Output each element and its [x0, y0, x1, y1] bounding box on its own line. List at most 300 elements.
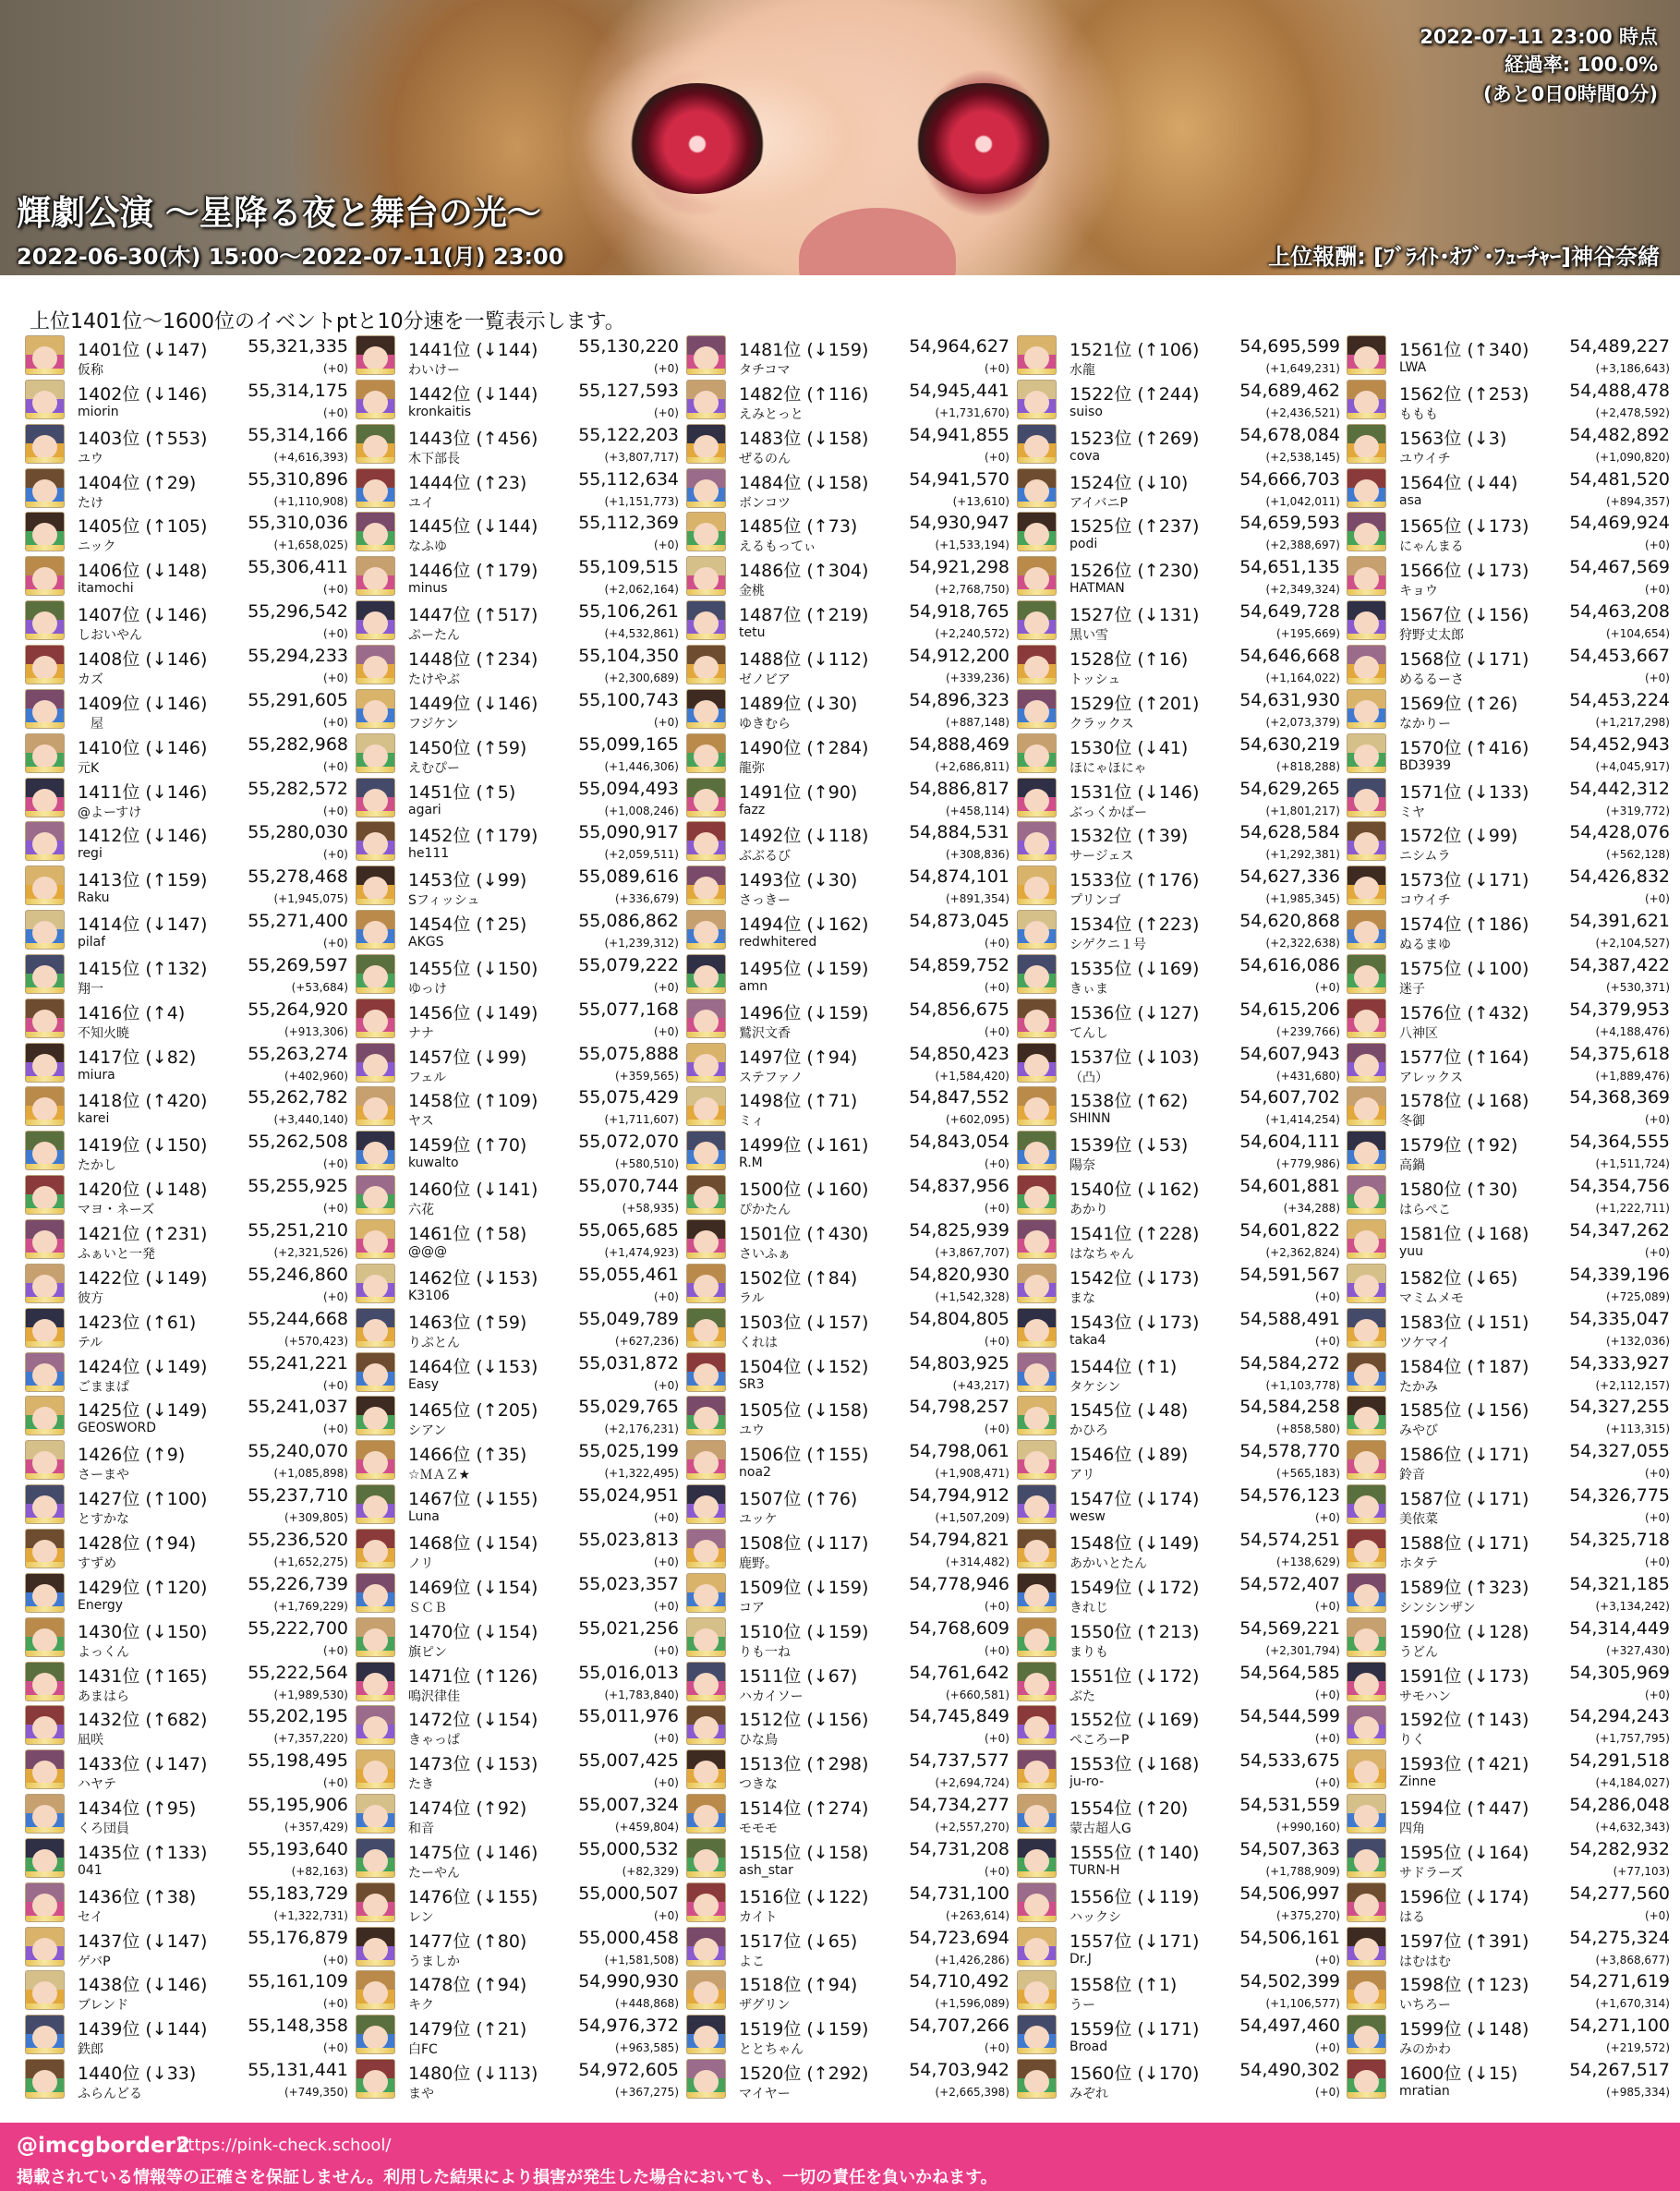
- player-name: miura: [78, 1068, 115, 1083]
- avatar: [25, 2015, 65, 2054]
- rank-label: 1580位 (↑30): [1399, 1180, 1518, 1200]
- event-points: 55,131,441: [248, 2060, 348, 2080]
- ranking-entry: [1347, 1572, 1670, 1616]
- event-points: 54,502,399: [1239, 1971, 1340, 1991]
- rank-label: 1441位 (↓144): [408, 340, 538, 360]
- event-points: 54,666,703: [1239, 469, 1340, 490]
- ranking-entry: [356, 1218, 679, 1263]
- rank-label: 1542位 (↓173): [1070, 1268, 1200, 1289]
- ranking-entry: [356, 820, 679, 865]
- ranking-entry: [356, 953, 679, 998]
- ten-minute-speed: (+1,446,306): [604, 760, 679, 773]
- avatar: [1017, 1043, 1057, 1083]
- rank-label: 1591位 (↓173): [1399, 1666, 1529, 1687]
- disclaimer: 掲載されている情報等の正確さを保証しません。利用した結果により損害が発生した場合においても、一切の責任を負いかねます。: [17, 2168, 997, 2187]
- player-name: わいけー: [408, 363, 460, 378]
- rank-label: 1463位 (↑59): [408, 1313, 527, 1333]
- player-name: たけ: [78, 496, 103, 511]
- ranking-entry: [356, 1483, 679, 1528]
- ten-minute-speed: (+0): [984, 1644, 1009, 1657]
- ranking-entry: [356, 1263, 679, 1307]
- rank-label: 1509位 (↓159): [739, 1578, 869, 1598]
- ten-minute-speed: (+82,163): [291, 1865, 348, 1878]
- ten-minute-speed: (+1,783,840): [604, 1689, 679, 1701]
- ten-minute-speed: (+4,532,861): [604, 627, 679, 640]
- ranking-entry: [686, 1085, 1009, 1130]
- avatar: [356, 689, 395, 729]
- player-name: Broad: [1070, 2040, 1108, 2054]
- ranking-entry: [1017, 555, 1340, 599]
- rank-label: 1502位 (↑84): [739, 1268, 858, 1289]
- player-name: さーまや: [78, 1468, 129, 1483]
- ten-minute-speed: (+0): [653, 981, 679, 994]
- event-points: 55,306,411: [248, 557, 348, 577]
- avatar: [1017, 1749, 1057, 1789]
- rank-label: 1552位 (↓169): [1070, 1710, 1200, 1730]
- avatar: [356, 556, 395, 596]
- rank-label: 1401位 (↓147): [78, 340, 208, 360]
- rank-label: 1585位 (↓156): [1399, 1400, 1529, 1421]
- player-name: えみとっと: [739, 407, 804, 422]
- rank-label: 1540位 (↓162): [1070, 1180, 1200, 1200]
- rank-label: 1586位 (↓171): [1399, 1445, 1529, 1465]
- player-name: ととちゃん: [739, 2042, 804, 2057]
- player-name: @@@: [408, 1244, 447, 1259]
- ten-minute-speed: (+0): [322, 848, 348, 861]
- ten-minute-speed: (+1,322,495): [604, 1467, 679, 1480]
- ten-minute-speed: (+570,423): [284, 1335, 348, 1348]
- event-points: 54,428,076: [1569, 822, 1670, 842]
- rank-label: 1511位 (↓67): [739, 1666, 858, 1687]
- ranking-entry: [25, 1307, 348, 1351]
- rank-label: 1419位 (↓150): [78, 1135, 208, 1156]
- ranking-entry: [25, 1218, 348, 1263]
- player-name: とすかな: [78, 1512, 129, 1527]
- ranking-entry: [25, 1528, 348, 1572]
- event-points: 54,964,627: [909, 336, 1009, 357]
- avatar: [1347, 689, 1386, 729]
- rank-label: 1428位 (↑94): [78, 1533, 197, 1554]
- ten-minute-speed: (+0): [653, 362, 679, 375]
- rank-label: 1550位 (↑213): [1070, 1622, 1200, 1642]
- event-points: 55,024,951: [578, 1485, 679, 1506]
- player-name: ほにゃほにゃ: [1070, 761, 1147, 776]
- event-points: 54,601,881: [1239, 1176, 1340, 1196]
- ten-minute-speed: (+0): [653, 1776, 679, 1789]
- rank-label: 1443位 (↑456): [408, 429, 538, 449]
- rank-label: 1520位 (↑292): [739, 2064, 869, 2084]
- rank-label: 1466位 (↑35): [408, 1445, 527, 1465]
- avatar: [25, 600, 65, 640]
- rank-label: 1588位 (↓171): [1399, 1533, 1529, 1554]
- ten-minute-speed: (+0): [322, 760, 348, 773]
- player-name: SHINN: [1070, 1111, 1111, 1126]
- ranking-entry: [1347, 865, 1670, 909]
- player-name: he111: [408, 846, 450, 861]
- avatar: [356, 778, 395, 817]
- event-points: 54,731,100: [909, 1883, 1009, 1904]
- ranking-entry: [1347, 732, 1670, 777]
- avatar: [356, 424, 395, 464]
- ranking-entry: [686, 777, 1009, 821]
- rank-label: 1558位 (↑1): [1070, 1975, 1178, 1995]
- ten-minute-speed: (+1,596,089): [935, 1997, 1009, 2010]
- player-name: きれじ: [1070, 1601, 1108, 1616]
- event-points: 55,222,564: [248, 1663, 348, 1683]
- player-name: 冬御: [1399, 1114, 1425, 1129]
- player-name: きゃっぱ: [408, 1733, 460, 1748]
- avatar: [686, 910, 726, 950]
- event-points: 55,246,860: [248, 1265, 348, 1285]
- player-name: アイバニP: [1070, 496, 1128, 511]
- rank-label: 1593位 (↑421): [1399, 1754, 1529, 1774]
- rank-label: 1599位 (↓148): [1399, 2019, 1529, 2040]
- event-points: 55,244,668: [248, 1309, 348, 1329]
- player-name: 狩野丈太郎: [1399, 628, 1464, 643]
- ranking-column: [356, 334, 679, 2101]
- footer: [0, 2123, 1680, 2191]
- rank-label: 1529位 (↑201): [1070, 694, 1200, 714]
- event-points: 54,941,570: [909, 469, 1009, 490]
- event-points: 54,896,323: [909, 690, 1009, 710]
- ranking-entry: [25, 1042, 348, 1086]
- player-name: ニック: [78, 539, 116, 554]
- rank-label: 1600位 (↓15): [1399, 2064, 1518, 2084]
- avatar: [356, 954, 395, 994]
- ranking-entry: [25, 1351, 348, 1396]
- event-points: 55,269,597: [248, 955, 348, 975]
- event-points: 55,314,166: [248, 425, 348, 445]
- player-name: 鉄郎: [78, 2042, 103, 2057]
- avatar: [1347, 999, 1386, 1038]
- event-points: 54,574,251: [1239, 1530, 1340, 1550]
- avatar: [686, 2015, 726, 2054]
- player-name: ハックシ: [1070, 1910, 1121, 1925]
- avatar: [686, 821, 726, 861]
- player-name: フェル: [408, 1071, 447, 1085]
- avatar: [1017, 1927, 1057, 1967]
- ranking-entry: [356, 644, 679, 688]
- ranking-entry: [25, 1395, 348, 1439]
- avatar: [25, 689, 65, 729]
- event-banner: [0, 0, 1680, 275]
- avatar: [356, 1573, 395, 1613]
- avatar: [356, 1662, 395, 1701]
- ranking-entry: [356, 423, 679, 467]
- event-points: 55,161,109: [248, 1971, 348, 1991]
- avatar: [25, 866, 65, 905]
- ranking-entry: [1017, 511, 1340, 555]
- event-points: 54,347,262: [1569, 1220, 1670, 1241]
- ranking-entry: [1017, 909, 1340, 953]
- ranking-entry: [686, 1793, 1009, 1837]
- ranking-grid: [25, 334, 1670, 2101]
- ranking-entry: [1347, 1263, 1670, 1307]
- avatar: [686, 999, 726, 1038]
- ranking-entry: [356, 1882, 679, 1926]
- ten-minute-speed: (+132,036): [1605, 1335, 1670, 1348]
- ten-minute-speed: (+749,350): [284, 2086, 348, 2099]
- rank-label: 1407位 (↓146): [78, 605, 208, 625]
- avatar: [25, 556, 65, 596]
- event-points: 54,731,208: [909, 1839, 1009, 1859]
- event-points: 54,267,517: [1569, 2060, 1670, 2080]
- rank-label: 1521位 (↑106): [1070, 340, 1200, 360]
- avatar: [356, 1396, 395, 1435]
- event-points: 54,737,577: [909, 1750, 1009, 1771]
- player-name: しおいやん: [78, 628, 142, 643]
- rank-label: 1565位 (↓173): [1399, 516, 1529, 537]
- ranking-entry: [1347, 1483, 1670, 1528]
- twitter-handle[interactable]: @imcgborder2: [17, 2134, 190, 2158]
- event-points: 55,198,495: [248, 1750, 348, 1771]
- event-points: 54,564,585: [1239, 1663, 1340, 1683]
- rank-label: 1519位 (↓159): [739, 2019, 869, 2040]
- rank-label: 1479位 (↑21): [408, 2019, 527, 2040]
- ranking-entry: [686, 334, 1009, 379]
- ten-minute-speed: (+602,095): [945, 1113, 1009, 1126]
- rank-label: 1544位 (↑1): [1070, 1357, 1178, 1377]
- ten-minute-speed: (+0): [322, 716, 348, 729]
- avatar: [25, 1970, 65, 2010]
- ten-minute-speed: (+0): [1314, 1335, 1340, 1348]
- rank-label: 1408位 (↓146): [78, 649, 208, 670]
- avatar: [1347, 1794, 1386, 1834]
- player-name: はる: [1399, 1910, 1425, 1925]
- event-points: 54,604,111: [1239, 1132, 1340, 1152]
- rank-label: 1422位 (↓149): [78, 1268, 208, 1289]
- rank-label: 1447位 (↑517): [408, 605, 538, 625]
- ten-minute-speed: (+1,652,275): [273, 1555, 348, 1568]
- ten-minute-speed: (+0): [984, 981, 1009, 994]
- ranking-entry: [25, 1837, 348, 1882]
- player-name: うましか: [408, 1955, 460, 1969]
- ranking-entry: [356, 599, 679, 644]
- time-remaining: (あと0日0時間0分): [1482, 83, 1658, 105]
- ten-minute-speed: (+0): [1644, 1246, 1670, 1259]
- player-name: ぶっくかばー: [1070, 805, 1147, 820]
- avatar: [356, 2059, 395, 2099]
- event-points: 55,109,515: [578, 557, 679, 577]
- ranking-entry: [1017, 467, 1340, 512]
- avatar: [25, 1794, 65, 1834]
- ranking-entry: [1017, 1263, 1340, 1307]
- ten-minute-speed: (+0): [322, 362, 348, 375]
- event-points: 54,689,462: [1239, 381, 1340, 401]
- ranking-entry: [356, 1307, 679, 1351]
- avatar: [1017, 1662, 1057, 1701]
- avatar: [1347, 1970, 1386, 2010]
- rank-label: 1571位 (↓133): [1399, 782, 1529, 803]
- ten-minute-speed: (+1,670,314): [1595, 1997, 1670, 2010]
- ten-minute-speed: (+1,426,286): [935, 1954, 1009, 1967]
- event-points: 55,282,968: [248, 734, 348, 755]
- rank-label: 1559位 (↓171): [1070, 2019, 1200, 2040]
- player-name: ゆっけ: [408, 982, 447, 997]
- event-points: 55,021,256: [578, 1618, 679, 1639]
- ten-minute-speed: (+1,239,312): [604, 937, 679, 950]
- player-name: Dr.J: [1070, 1952, 1092, 1967]
- avatar: [356, 910, 395, 950]
- ten-minute-speed: (+431,680): [1275, 1070, 1340, 1083]
- ten-minute-speed: (+2,112,157): [1595, 1379, 1670, 1392]
- rank-label: 1554位 (↑20): [1070, 1798, 1189, 1819]
- ranking-entry: [686, 2058, 1009, 2102]
- rank-label: 1541位 (↑228): [1070, 1224, 1200, 1244]
- avatar: [686, 2059, 726, 2099]
- rank-label: 1456位 (↓149): [408, 1003, 538, 1023]
- ten-minute-speed: (+0): [322, 1290, 348, 1303]
- ten-minute-speed: (+0): [984, 1157, 1009, 1170]
- avatar: [1017, 1086, 1057, 1126]
- player-name: ☆ＭＡＺ★: [408, 1468, 471, 1483]
- rank-label: 1575位 (↓100): [1399, 959, 1529, 979]
- event-points: 54,453,224: [1569, 690, 1670, 710]
- avatar: [1347, 380, 1386, 419]
- event-points: 54,335,047: [1569, 1309, 1670, 1329]
- ten-minute-speed: (+357,429): [284, 1821, 348, 1834]
- ranking-entry: [1017, 644, 1340, 688]
- ranking-entry: [25, 1704, 348, 1749]
- ranking-entry: [356, 379, 679, 423]
- player-name: きぃま: [1070, 982, 1108, 997]
- avatar: [1017, 645, 1057, 684]
- ranking-entry: [1347, 1395, 1670, 1439]
- ranking-entry: [25, 1263, 348, 1307]
- event-points: 54,990,930: [578, 1971, 679, 1991]
- player-name: つきな: [739, 1777, 778, 1792]
- ranking-entry: [1347, 1528, 1670, 1572]
- avatar: [1347, 1882, 1386, 1922]
- rank-label: 1481位 (↓159): [739, 340, 869, 360]
- player-name: ユウ: [78, 452, 103, 466]
- event-points: 54,291,518: [1569, 1750, 1670, 1771]
- ranking-entry: [1347, 1351, 1670, 1396]
- ten-minute-speed: (+336,679): [614, 892, 679, 905]
- rank-label: 1547位 (↓174): [1070, 1489, 1200, 1509]
- player-name: fazz: [739, 803, 766, 817]
- player-name: tetu: [739, 625, 766, 640]
- ten-minute-speed: (+195,669): [1275, 627, 1340, 640]
- ranking-entry: [1017, 998, 1340, 1042]
- ranking-entry: [25, 1969, 348, 2014]
- rank-label: 1446位 (↑179): [408, 561, 538, 581]
- event-points: 54,507,363: [1239, 1839, 1340, 1859]
- rank-label: 1430位 (↓150): [78, 1622, 208, 1642]
- ranking-entry: [1017, 688, 1340, 732]
- player-name: ザグリン: [739, 1998, 791, 2013]
- event-points: 54,620,868: [1239, 911, 1340, 931]
- rank-label: 1449位 (↓146): [408, 694, 538, 714]
- ten-minute-speed: (+0): [653, 1025, 679, 1038]
- event-points: 55,007,425: [578, 1750, 679, 1771]
- player-name: よこ: [739, 1955, 765, 1969]
- ten-minute-speed: (+4,045,917): [1595, 760, 1670, 773]
- player-name: いちろー: [1399, 1998, 1451, 2013]
- ten-minute-speed: (+0): [322, 406, 348, 419]
- ranking-entry: [1347, 334, 1670, 379]
- ranking-entry: [356, 1837, 679, 1882]
- rank-label: 1510位 (↓159): [739, 1622, 869, 1642]
- player-name: ユウイチ: [1399, 452, 1451, 466]
- ten-minute-speed: (+367,275): [614, 2086, 679, 2099]
- event-points: 54,631,930: [1239, 690, 1340, 710]
- ten-minute-speed: (+2,176,231): [604, 1422, 679, 1435]
- ranking-entry: [1347, 599, 1670, 644]
- event-points: 54,286,048: [1569, 1795, 1670, 1815]
- player-name: 屋: [78, 717, 103, 732]
- ranking-entry: [25, 1749, 348, 1793]
- player-name: キョウ: [1399, 584, 1438, 599]
- event-points: 54,354,756: [1569, 1176, 1670, 1196]
- event-points: 54,918,765: [909, 601, 1009, 622]
- ranking-entry: [1017, 1704, 1340, 1749]
- event-points: 55,176,879: [248, 1928, 348, 1948]
- player-name: 水龍: [1070, 363, 1095, 378]
- event-points: 54,873,045: [909, 911, 1009, 931]
- event-points: 55,077,168: [578, 999, 679, 1020]
- ranking-entry: [686, 998, 1009, 1042]
- ranking-entry: [1017, 732, 1340, 777]
- player-name: 和音: [408, 1822, 434, 1836]
- rank-label: 1525位 (↑237): [1070, 516, 1200, 537]
- ranking-entry: [686, 423, 1009, 467]
- ranking-entry: [356, 1572, 679, 1616]
- ten-minute-speed: (+1,658,025): [273, 539, 348, 551]
- avatar: [1347, 954, 1386, 994]
- ranking-entry: [1017, 1307, 1340, 1351]
- event-points: 54,695,599: [1239, 336, 1340, 357]
- player-name: ユウ: [739, 1423, 765, 1438]
- ranking-entry: [1017, 1174, 1340, 1218]
- ranking-entry: [25, 1572, 348, 1616]
- ranking-entry: [25, 2058, 348, 2102]
- event-title: 輝劇公演 ～星降る夜と舞台の光～: [17, 193, 541, 233]
- ten-minute-speed: (+58,935): [622, 1202, 679, 1215]
- avatar: [1017, 733, 1057, 773]
- ten-minute-speed: (+1,008,246): [604, 805, 679, 817]
- ranking-entry: [356, 2014, 679, 2058]
- avatar: [356, 1175, 395, 1215]
- event-points: 54,544,599: [1239, 1706, 1340, 1726]
- site-link[interactable]: https://pink-check.school/: [177, 2136, 392, 2155]
- event-points: 54,607,943: [1239, 1044, 1340, 1064]
- ranking-entry: [356, 1661, 679, 1705]
- event-points: 54,482,892: [1569, 425, 1670, 445]
- ten-minute-speed: (+2,059,511): [604, 848, 679, 861]
- ten-minute-speed: (+0): [1644, 539, 1670, 551]
- ten-minute-speed: (+0): [653, 1290, 679, 1303]
- event-points: 55,271,400: [248, 911, 348, 931]
- player-name: ノリ: [408, 1556, 434, 1571]
- avatar: [686, 1131, 726, 1170]
- rank-label: 1543位 (↓173): [1070, 1313, 1200, 1333]
- ten-minute-speed: (+0): [322, 627, 348, 640]
- avatar: [1017, 600, 1057, 640]
- ten-minute-speed: (+660,581): [945, 1689, 1009, 1701]
- player-name: noa2: [739, 1465, 771, 1480]
- rank-label: 1406位 (↓148): [78, 561, 208, 581]
- rank-label: 1551位 (↓172): [1070, 1666, 1200, 1687]
- ten-minute-speed: (+1,731,670): [935, 406, 1009, 419]
- event-points: 55,294,233: [248, 646, 348, 666]
- ranking-entry: [25, 2014, 348, 2058]
- avatar: [686, 1794, 726, 1834]
- player-name: Sフィッシュ: [408, 893, 480, 908]
- ten-minute-speed: (+0): [322, 1202, 348, 1215]
- ten-minute-speed: (+858,580): [1275, 1422, 1340, 1435]
- event-points: 55,089,616: [578, 866, 679, 887]
